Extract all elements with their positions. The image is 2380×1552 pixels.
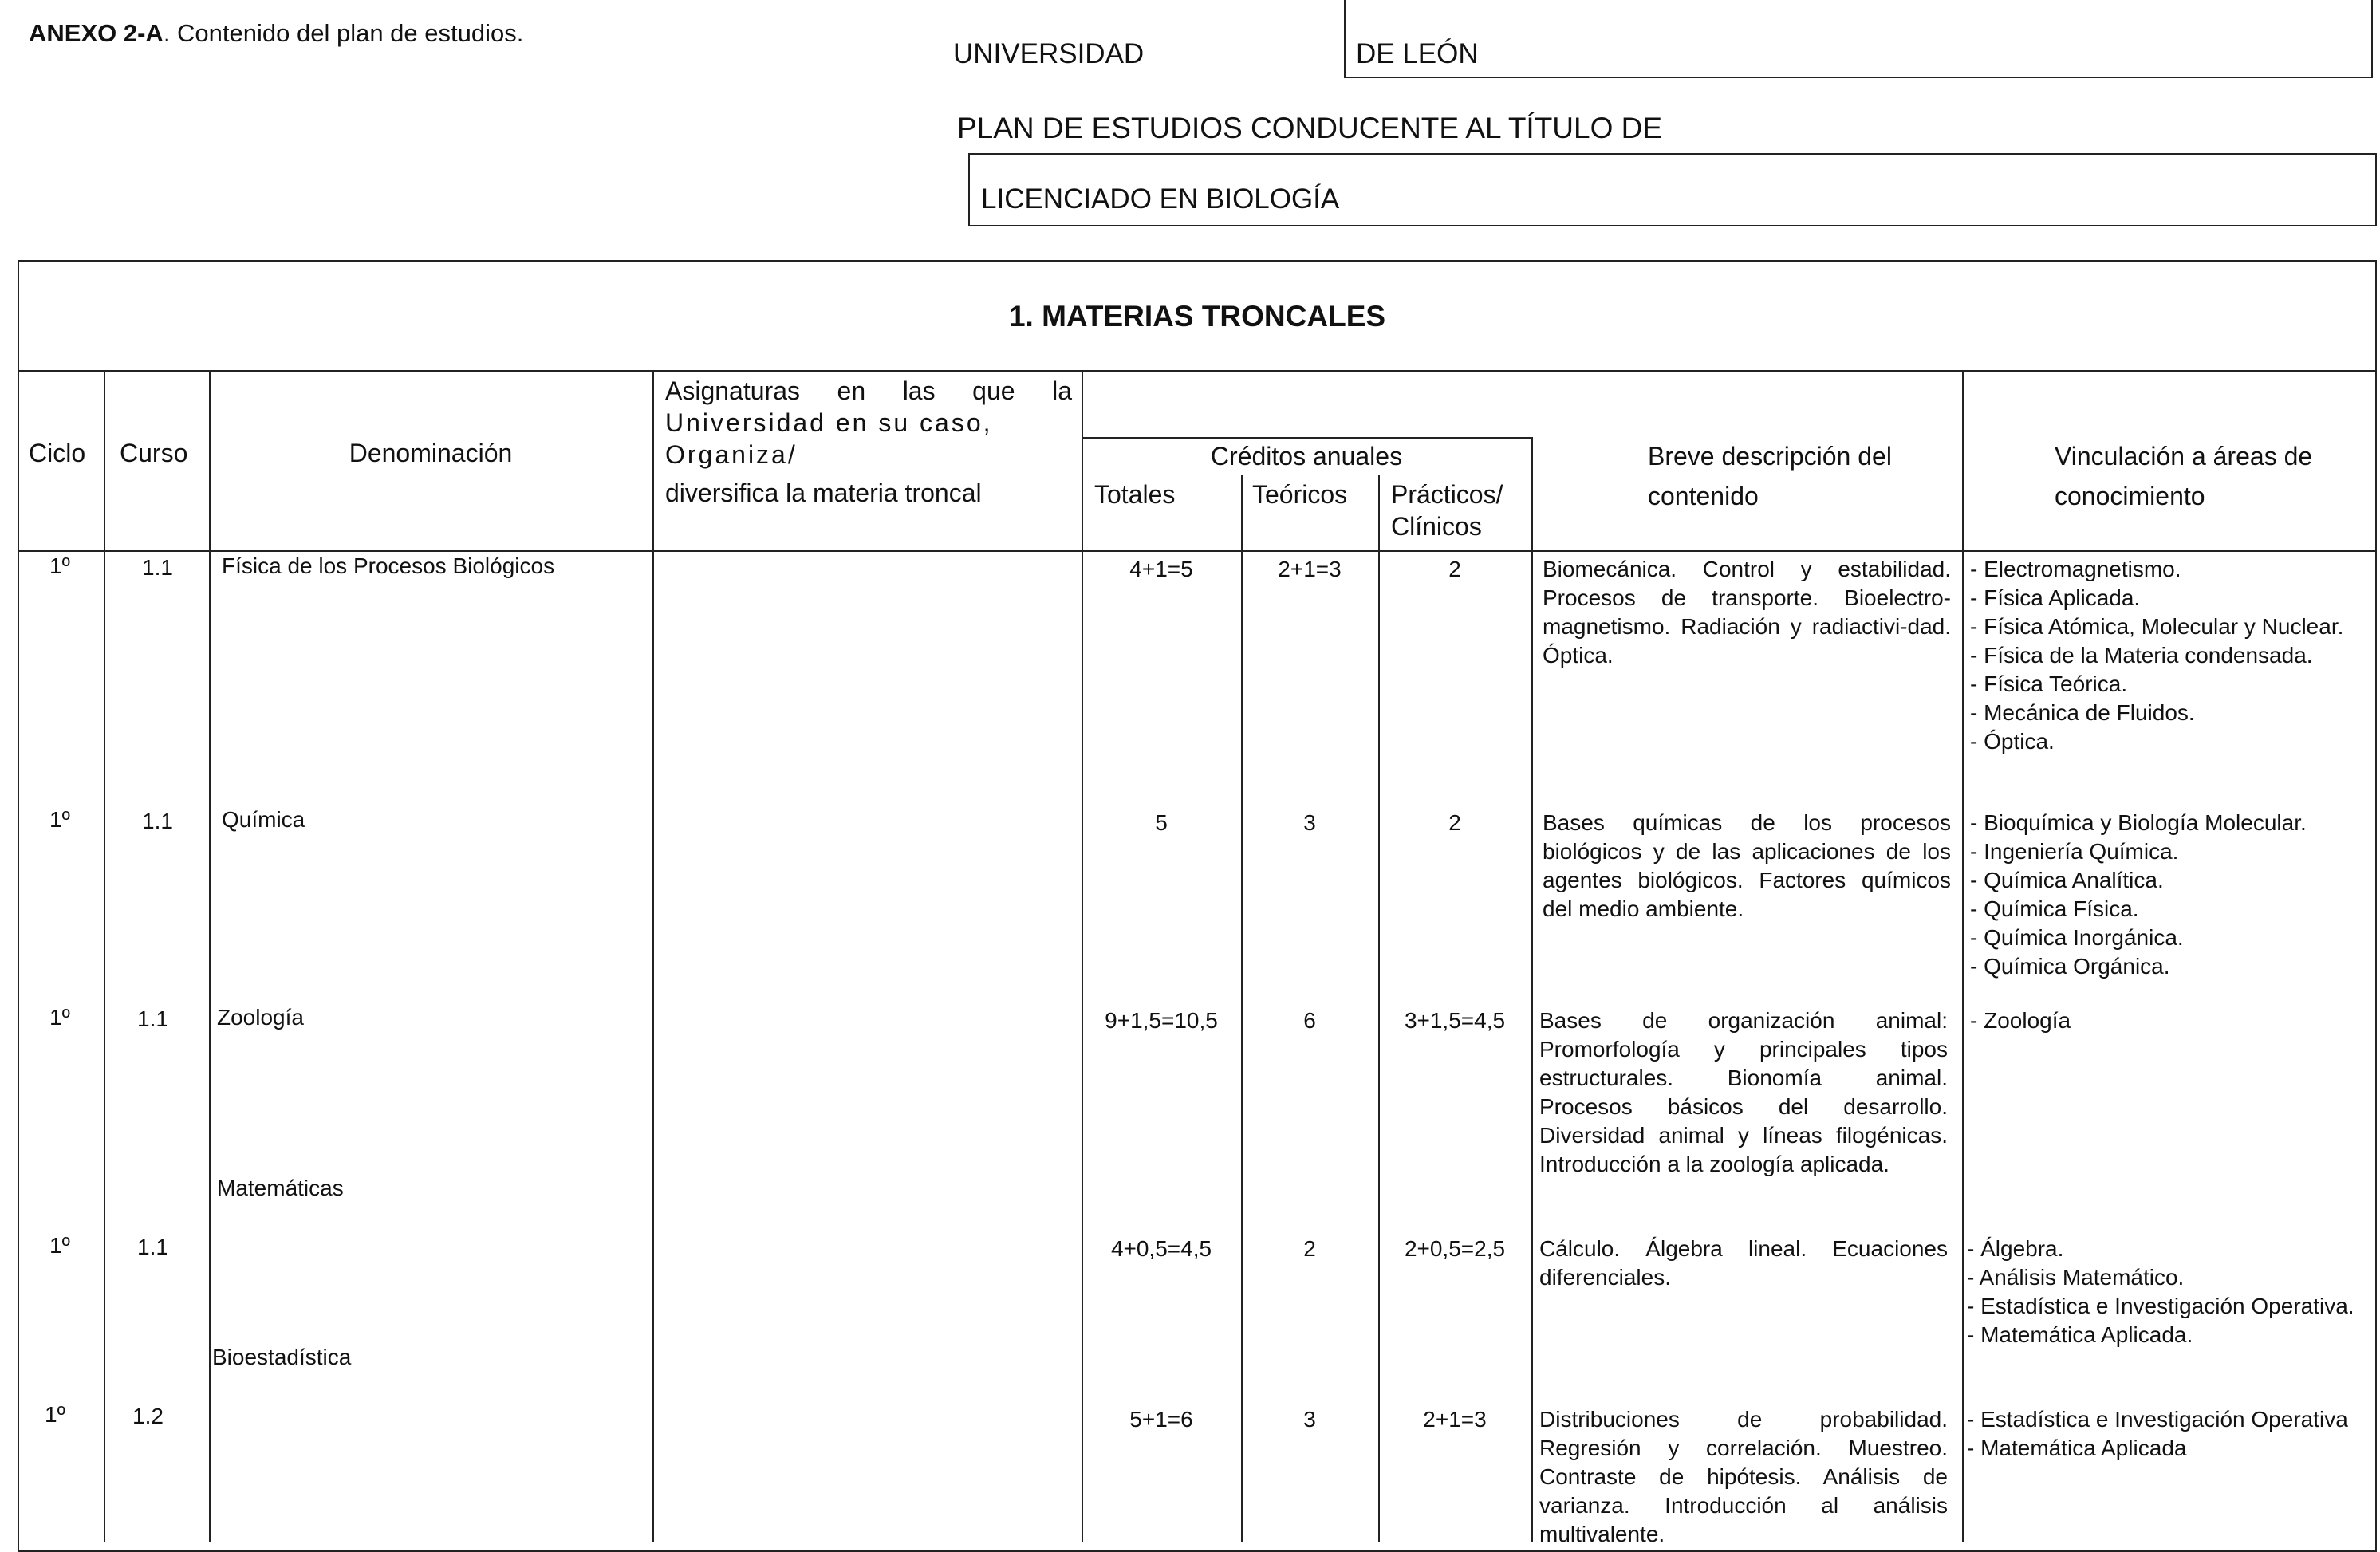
row5-area: - Matemática Aplicada (1967, 1436, 2187, 1460)
row3-teoricos: 6 (1303, 1008, 1316, 1033)
header-teoricos: Teóricos (1252, 480, 1348, 509)
row4-totales: 4+0,5=4,5 (1110, 1236, 1212, 1261)
row2-areas (1970, 809, 2377, 981)
row5-denominacion: Bioestadística (212, 1345, 352, 1369)
row4-areas (1967, 1235, 2374, 1349)
row2-practicos: 2 (1448, 810, 1461, 835)
header-ciclo: Ciclo (29, 439, 86, 467)
annex-heading (29, 19, 523, 48)
row2-ciclo: 1º (49, 807, 70, 832)
row3-practicos: 3+1,5=4,5 (1404, 1008, 1506, 1033)
row2-descripcion: Bases químicas de los procesos biológicos y de las aplicaciones de los agentes biológicos. Factores químicos del medio ambiente. (1543, 810, 1951, 921)
col-line-3 (652, 370, 654, 1542)
row5-areas (1967, 1405, 2374, 1463)
row2-denominacion: Química (222, 807, 305, 832)
row1-area: - Física Teórica. (1970, 672, 2128, 696)
header-asignaturas-1: Asignaturas en las que la (665, 376, 1072, 405)
col-line-4 (1082, 370, 1083, 1542)
row4-practicos: 2+0,5=2,5 (1404, 1236, 1506, 1261)
row3-totales: 9+1,5=10,5 (1105, 1008, 1218, 1033)
row1-areas (1970, 555, 2377, 756)
header-denominacion: Denominación (349, 439, 513, 467)
header-creditos: Créditos anuales (1210, 442, 1403, 471)
row5-area: - Estadística e Investigación Operativa (1967, 1407, 2348, 1432)
row4-denominacion: Matemáticas (217, 1176, 344, 1200)
row5-descripcion: Distribuciones de probabilidad. Regresión y correlación. Muestreo. Contraste de hipótesis. Análisis de varianza. Introducción al análisis multivalente. (1539, 1407, 1948, 1546)
row3-area: - Zoología (1970, 1008, 2071, 1033)
header-practicos-1: Prácticos/ (1391, 480, 1503, 509)
row2-area: - Química Orgánica. (1970, 954, 2170, 979)
row2-area: - Ingeniería Química. (1970, 839, 2179, 864)
row2-area: - Química Inorgánica. (1970, 925, 2184, 950)
col-line-7 (1531, 437, 1533, 1542)
row4-area: - Análisis Matemático. (1967, 1265, 2185, 1290)
row5-practicos: 2+1=3 (1423, 1407, 1487, 1432)
header-asignaturas-4: diversifica la materia troncal (665, 479, 982, 507)
header-practicos-2: Clínicos (1391, 512, 1482, 541)
row4-area: - Matemática Aplicada. (1967, 1322, 2193, 1347)
row1-descripcion: Biomecánica. Control y estabilidad. Procesos de transporte. Bioelectro-magnetismo. Radiación y radiactivi-dad. Óptica. (1543, 557, 1951, 668)
row4-descripcion: Cálculo. Álgebra lineal. Ecuaciones diferenciales. (1539, 1236, 1948, 1290)
row5-totales: 5+1=6 (1129, 1407, 1193, 1432)
row1-teoricos: 2+1=3 (1278, 557, 1342, 581)
row2-totales: 5 (1155, 810, 1168, 835)
row5-ciclo: 1º (45, 1402, 65, 1427)
annex-label: ANEXO 2-A (29, 19, 164, 47)
row1-totales: 4+1=5 (1129, 557, 1193, 581)
row1-area: - Óptica. (1970, 729, 2055, 754)
header-asignaturas-3: Organiza/ (665, 440, 798, 469)
row1-ciclo: 1º (49, 553, 70, 578)
university-value: DE LEÓN (1356, 38, 1479, 69)
row1-curso: 1.1 (142, 555, 173, 580)
row2-teoricos: 3 (1303, 810, 1316, 835)
header-breve-2: contenido (1648, 482, 1759, 510)
row4-area: - Álgebra. (1967, 1236, 2064, 1261)
header-breve-1: Breve descripción del (1648, 442, 1892, 471)
header-asignaturas-2: Universidad en su caso, (665, 408, 993, 437)
row3-descripcion: Bases de organización animal: Promorfología y principales tipos estructurales. Bionomía animal. Procesos básicos del desarrollo. Diversidad animal y líneas filogénicas. Introducción a la zoología aplicada. (1539, 1008, 1948, 1176)
plan-label: PLAN DE ESTUDIOS CONDUCENTE AL TÍTULO DE (957, 112, 1663, 144)
row4-area: - Estadística e Investigación Operativa. (1967, 1294, 2354, 1318)
row1-area: - Electromagnetismo. (1970, 557, 2181, 581)
row1-area: - Física de la Materia condensada. (1970, 643, 2313, 668)
title-divider (18, 370, 2377, 372)
university-label: UNIVERSIDAD (953, 38, 1145, 69)
university-box (1344, 0, 2373, 78)
row4-teoricos: 2 (1303, 1236, 1316, 1261)
row1-area: - Física Atómica, Molecular y Nuclear. (1970, 614, 2344, 639)
col-line-1 (104, 370, 105, 1542)
row3-areas (1970, 1006, 2377, 1035)
row2-area: - Química Física. (1970, 896, 2139, 921)
row3-denominacion: Zoología (217, 1005, 304, 1030)
row1-area: - Física Aplicada. (1970, 585, 2141, 610)
header-totales: Totales (1094, 480, 1176, 509)
col-line-8 (1962, 370, 1964, 1542)
row5-teoricos: 3 (1303, 1407, 1316, 1432)
row4-ciclo: 1º (49, 1233, 70, 1258)
row5-curso: 1.2 (132, 1404, 164, 1428)
section-title: 1. MATERIAS TRONCALES (1008, 300, 1386, 333)
header-vinculacion-1: Vinculación a áreas de (2055, 442, 2313, 471)
row4-curso: 1.1 (137, 1235, 168, 1259)
row1-practicos: 2 (1448, 557, 1461, 581)
plan-value: LICENCIADO EN BIOLOGÍA (981, 183, 1340, 215)
creditos-divider (1082, 437, 1531, 439)
col-line-2 (209, 370, 211, 1542)
annex-text: . Contenido del plan de estudios. (163, 19, 524, 47)
header-vinculacion-2: conocimiento (2055, 482, 2205, 510)
row3-ciclo: 1º (49, 1005, 70, 1030)
row2-curso: 1.1 (142, 809, 173, 833)
row2-area: - Bioquímica y Biología Molecular. (1970, 810, 2307, 835)
row1-denominacion: Física de los Procesos Biológicos (222, 553, 555, 578)
header-curso: Curso (120, 439, 188, 467)
row1-area: - Mecánica de Fluidos. (1970, 700, 2195, 725)
row2-area: - Química Analítica. (1970, 868, 2164, 892)
row3-curso: 1.1 (137, 1006, 168, 1031)
